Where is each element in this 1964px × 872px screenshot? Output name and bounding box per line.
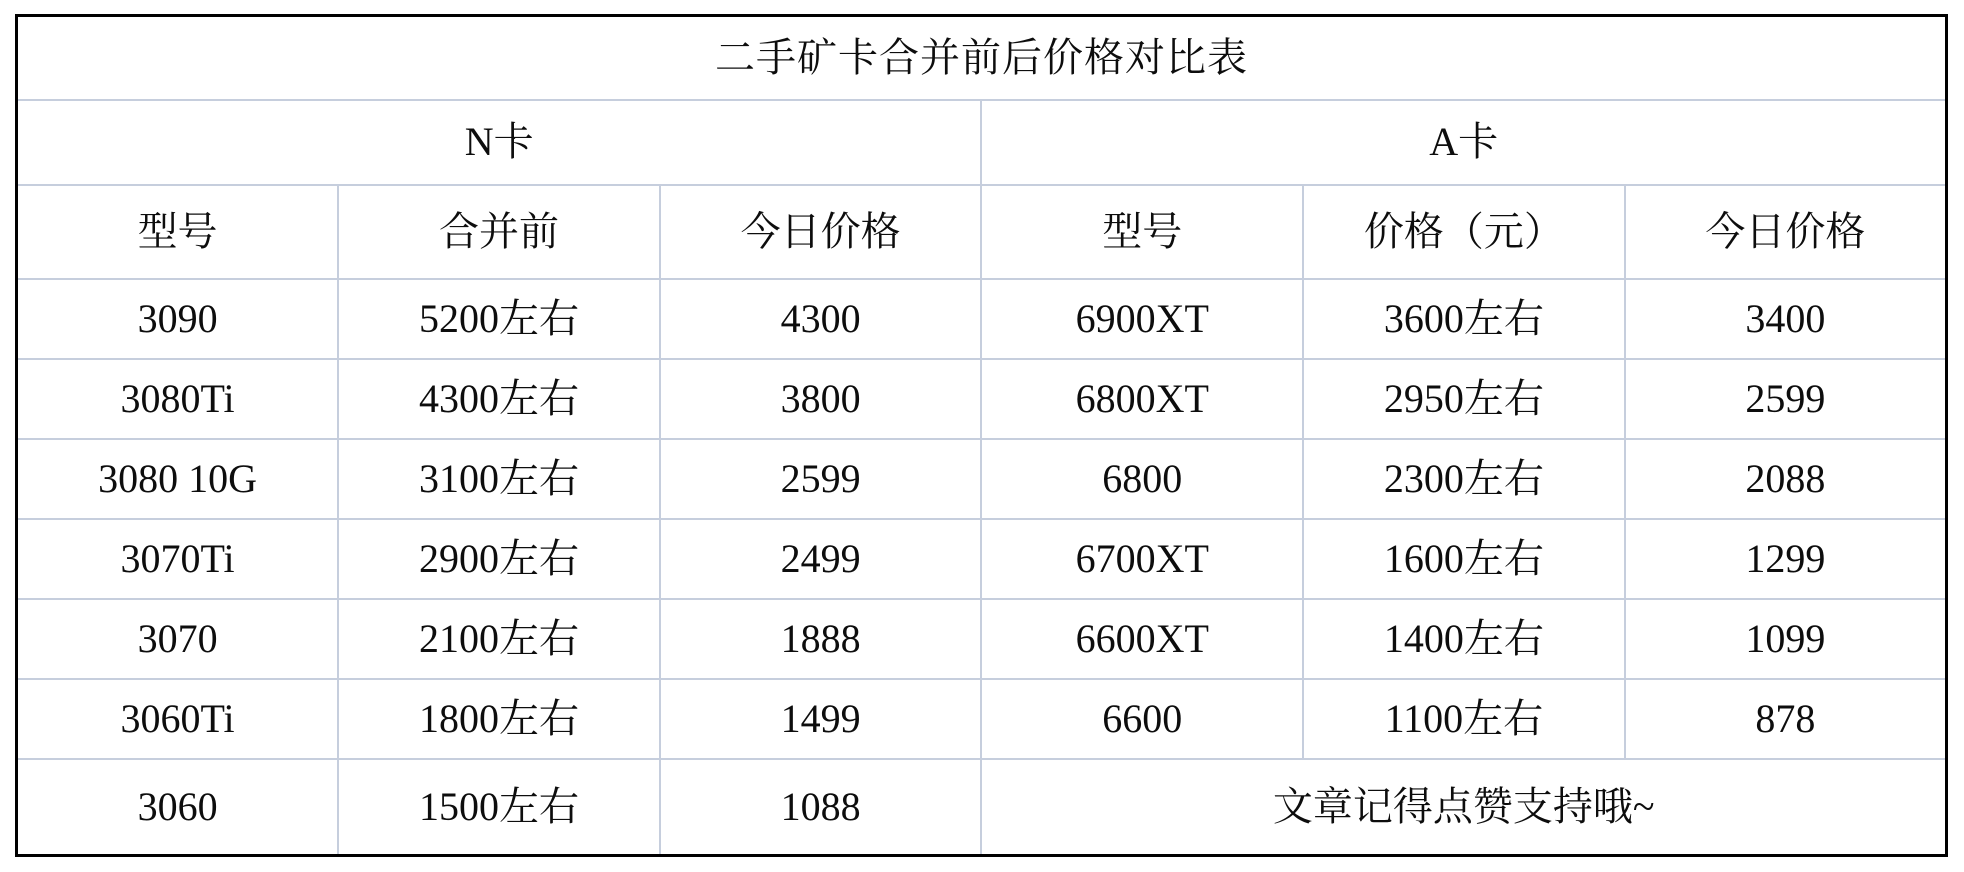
a-today-price-cell: 2599 — [1625, 359, 1947, 439]
table-row — [17, 759, 1947, 856]
a-today-price-cell: 1099 — [1625, 599, 1947, 679]
n-before-price-cell: 2100左右 — [338, 599, 660, 679]
n-before-price-cell: 3100左右 — [338, 439, 660, 519]
column-header-row — [17, 185, 1947, 279]
section-header-row — [17, 100, 1947, 185]
a-before-price-cell: 3600左右 — [1303, 279, 1625, 359]
n-before-price-cell: 1800左右 — [338, 679, 660, 759]
a-model-cell: 6900XT — [981, 279, 1303, 359]
section-header-amd: A卡 — [981, 100, 1946, 185]
n-before-price-cell: 1500左右 — [338, 759, 660, 856]
a-today-price-cell: 878 — [1625, 679, 1947, 759]
table-row — [17, 599, 1947, 679]
table-row — [17, 519, 1947, 599]
footer-note: 文章记得点赞支持哦~ — [981, 759, 1946, 856]
table-row — [17, 439, 1947, 519]
n-model-cell: 3080 10G — [17, 439, 339, 519]
a-model-cell: 6600 — [981, 679, 1303, 759]
a-model-cell: 6800 — [981, 439, 1303, 519]
n-model-cell: 3060 — [17, 759, 339, 856]
column-header-a-price: 价格（元） — [1303, 185, 1625, 279]
a-before-price-cell: 1400左右 — [1303, 599, 1625, 679]
n-model-cell: 3070Ti — [17, 519, 339, 599]
n-today-price-cell: 4300 — [660, 279, 982, 359]
n-model-cell: 3070 — [17, 599, 339, 679]
n-today-price-cell: 1088 — [660, 759, 982, 856]
a-before-price-cell: 1600左右 — [1303, 519, 1625, 599]
table-row — [17, 359, 1947, 439]
a-model-cell: 6800XT — [981, 359, 1303, 439]
a-before-price-cell: 2950左右 — [1303, 359, 1625, 439]
n-today-price-cell: 1888 — [660, 599, 982, 679]
n-model-cell: 3080Ti — [17, 359, 339, 439]
table-title: 二手矿卡合并前后价格对比表 — [17, 16, 1947, 100]
a-today-price-cell: 3400 — [1625, 279, 1947, 359]
section-header-nvidia: N卡 — [17, 100, 982, 185]
column-header-a-model: 型号 — [981, 185, 1303, 279]
a-today-price-cell: 1299 — [1625, 519, 1947, 599]
n-today-price-cell: 1499 — [660, 679, 982, 759]
table-row — [17, 679, 1947, 759]
n-today-price-cell: 2599 — [660, 439, 982, 519]
column-header-a-today: 今日价格 — [1625, 185, 1947, 279]
a-today-price-cell: 2088 — [1625, 439, 1947, 519]
a-model-cell: 6700XT — [981, 519, 1303, 599]
n-model-cell: 3060Ti — [17, 679, 339, 759]
n-before-price-cell: 4300左右 — [338, 359, 660, 439]
price-comparison-table — [15, 14, 1948, 857]
title-row — [17, 16, 1947, 100]
n-today-price-cell: 3800 — [660, 359, 982, 439]
column-header-n-model: 型号 — [17, 185, 339, 279]
a-model-cell: 6600XT — [981, 599, 1303, 679]
column-header-n-before: 合并前 — [338, 185, 660, 279]
n-before-price-cell: 2900左右 — [338, 519, 660, 599]
n-today-price-cell: 2499 — [660, 519, 982, 599]
table-row — [17, 279, 1947, 359]
column-header-n-today: 今日价格 — [660, 185, 982, 279]
a-before-price-cell: 1100左右 — [1303, 679, 1625, 759]
n-model-cell: 3090 — [17, 279, 339, 359]
a-before-price-cell: 2300左右 — [1303, 439, 1625, 519]
n-before-price-cell: 5200左右 — [338, 279, 660, 359]
